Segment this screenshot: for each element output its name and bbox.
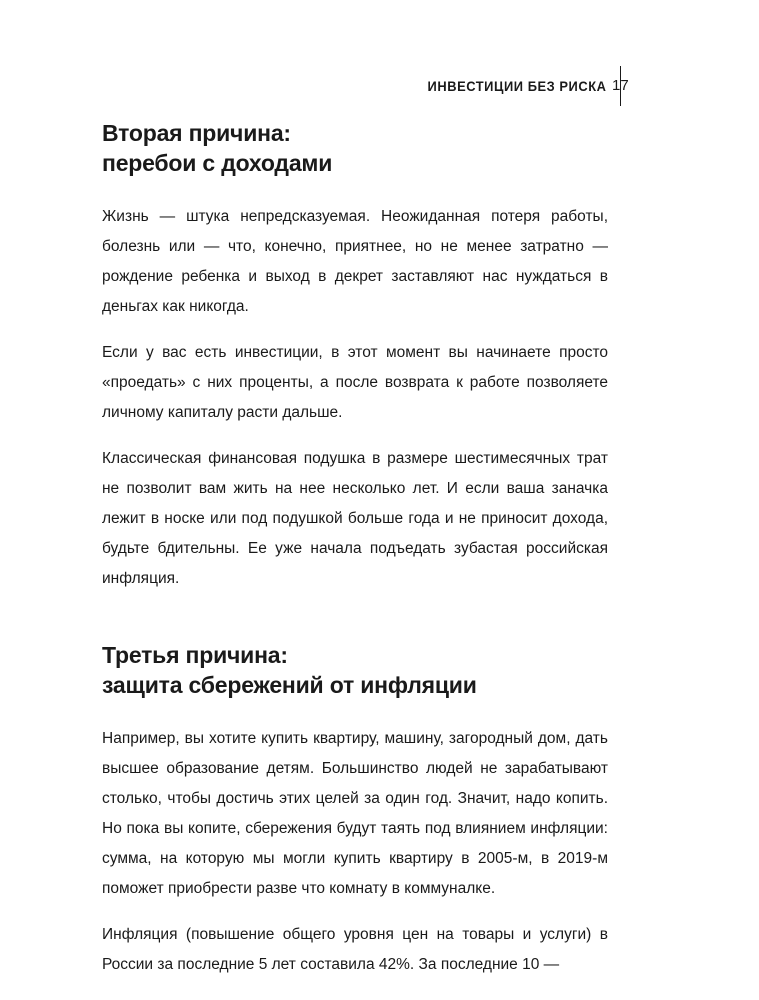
paragraph: Классическая финансовая подушка в размере шестимесячных трат не позволит вам жить на нее несколько лет. И если ваша заначка лежит в носке или под подушкой больше года и не приносит дохода, будьте бдительны. Ее уже начала подъедать зубастая российская инфляция. [102,450,608,587]
heading-line: перебои с доходами [102,150,333,176]
page-body [102,118,608,980]
running-title: ИНВЕСТИЦИИ БЕЗ РИСКА [427,78,606,94]
section-third-reason [102,640,608,980]
heading-line: Третья причина: [102,642,288,668]
heading-line: защита сбережений от инфляции [102,672,477,698]
paragraph: Если у вас есть инвестиции, в этот момент вы начинаете просто «проедать» с них проценты, а после возврата к работе позволяете личному капиталу расти дальше. [102,344,608,421]
section-heading [102,640,608,700]
page-number: 17 [612,77,629,94]
section-second-reason [102,118,608,594]
paragraph: Например, вы хотите купить квартиру, машину, загородный дом, дать высшее образование детям. Большинство людей не зарабатывают столько, чтобы достичь этих целей за один год. Значит, надо копить. Но пока вы копите, сбережения будут таять под влиянием инфляции: сумма, на которую мы могли купить квартиру в 2005-м, в 2019-м поможет приобрести разве что комнату в коммуналке. [102,730,608,897]
paragraph: Жизнь — штука непредсказуемая. Неожиданная потеря работы, болезнь или — что, конечно, приятнее, но не менее затратно — рождение ребенка и выход в декрет заставляют нас нуждаться в деньгах как никогда. [102,208,608,315]
heading-line: Вторая причина: [102,120,291,146]
running-header [412,66,633,106]
paragraph: Инфляция (повышение общего уровня цен на товары и услуги) в России за последние 5 лет составила 42%. За последние 10 — [102,926,608,973]
section-heading [102,118,608,178]
